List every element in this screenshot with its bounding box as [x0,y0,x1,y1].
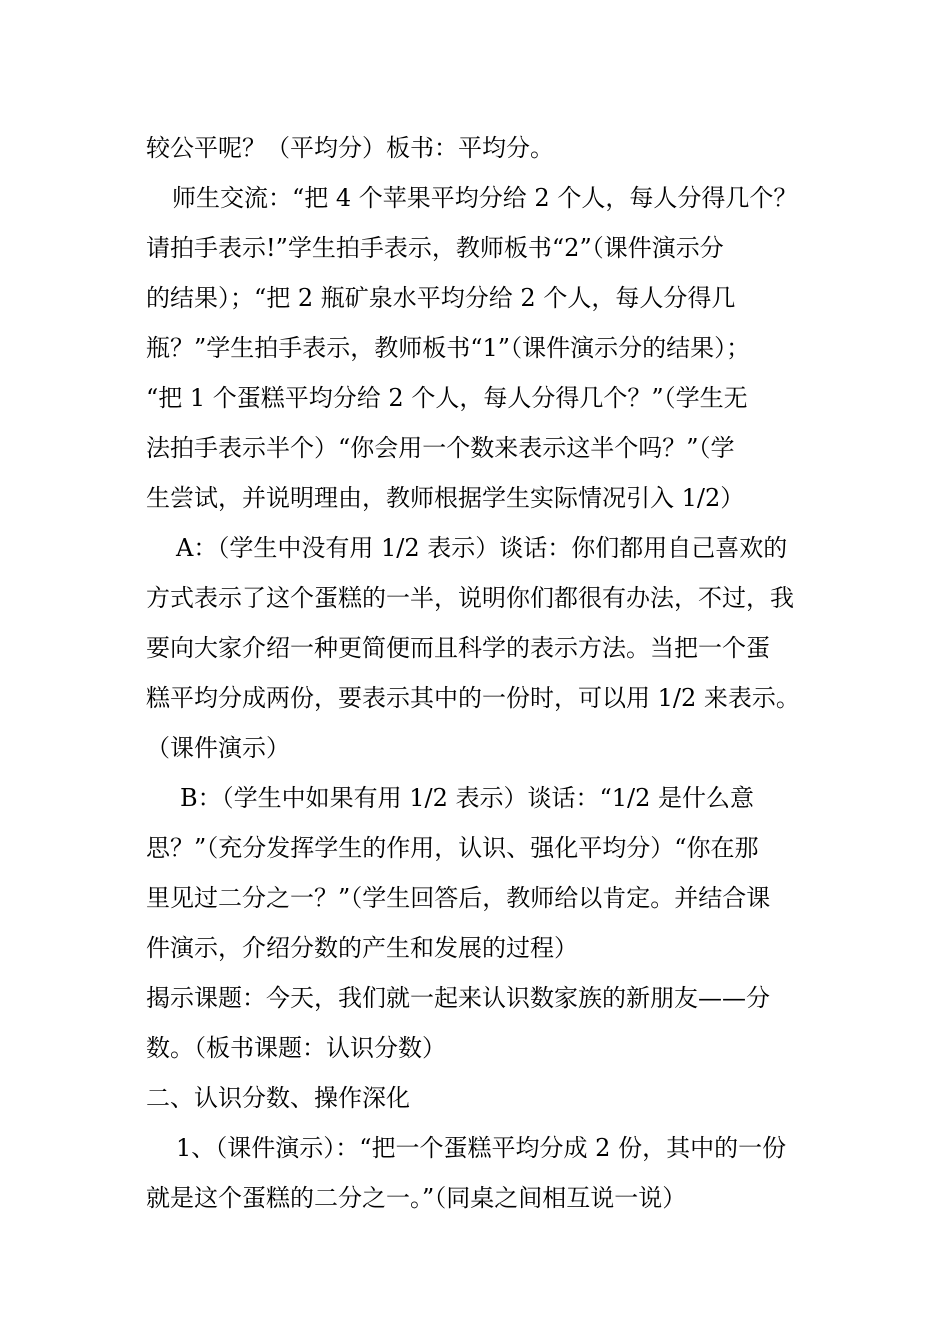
text-line: 1、（课件演示）：“把一个蛋糕平均分成 2 份，其中的一份 [176,1134,787,1162]
text-line: 生尝试，并说明理由，教师根据学生实际情况引入 1/2） [146,484,745,512]
text-line: 方式表示了这个蛋糕的一半，说明你们都很有办法，不过，我 [146,584,794,612]
text-line: 数。（板书课题：认识分数） [146,1034,446,1062]
text-line: B：（学生中如果有用 1/2 表示）谈话：“1/2 是什么意 [180,784,755,812]
text-line: 件演示，介绍分数的产生和发展的过程） [146,934,578,962]
text-line: “把 1 个蛋糕平均分给 2 个人，每人分得几个？”（学生无 [146,384,748,412]
text-line: 瓶？”学生拍手表示，教师板书“1”（课件演示分的结果）； [146,334,751,362]
text-line: 师生交流：“把 4 个苹果平均分给 2 个人，每人分得几个？ [172,184,798,212]
text-line: 法拍手表示半个）“你会用一个数来表示这半个吗？”（学 [146,434,735,462]
text-line: 思？”（充分发挥学生的作用，认识、强化平均分）“你在那 [146,834,759,862]
text-line: 糕平均分成两份，要表示其中的一份时，可以用 1/2 来表示。 [146,684,800,712]
text-line: 要向大家介绍一种更简便而且科学的表示方法。当把一个蛋 [146,634,770,662]
text-line: 较公平呢？（平均分）板书：平均分。 [146,134,554,162]
section-heading: 二、认识分数、操作深化 [146,1084,410,1112]
text-line: （课件演示） [146,734,290,762]
text-line: 揭示课题：今天，我们就一起来认识数家族的新朋友——分 [146,984,770,1012]
text-line: A：（学生中没有用 1/2 表示）谈话：你们都用自己喜欢的 [176,534,788,562]
text-line: 的结果）；“把 2 瓶矿泉水平均分给 2 个人，每人分得几 [146,284,736,312]
text-line: 请拍手表示!”学生拍手表示，教师板书“2”（课件演示分 [146,234,724,262]
text-line: 就是这个蛋糕的二分之一。”（同桌之间相互说一说） [146,1184,687,1212]
text-line: 里见过二分之一？”（学生回答后，教师给以肯定。并结合课 [146,884,771,912]
